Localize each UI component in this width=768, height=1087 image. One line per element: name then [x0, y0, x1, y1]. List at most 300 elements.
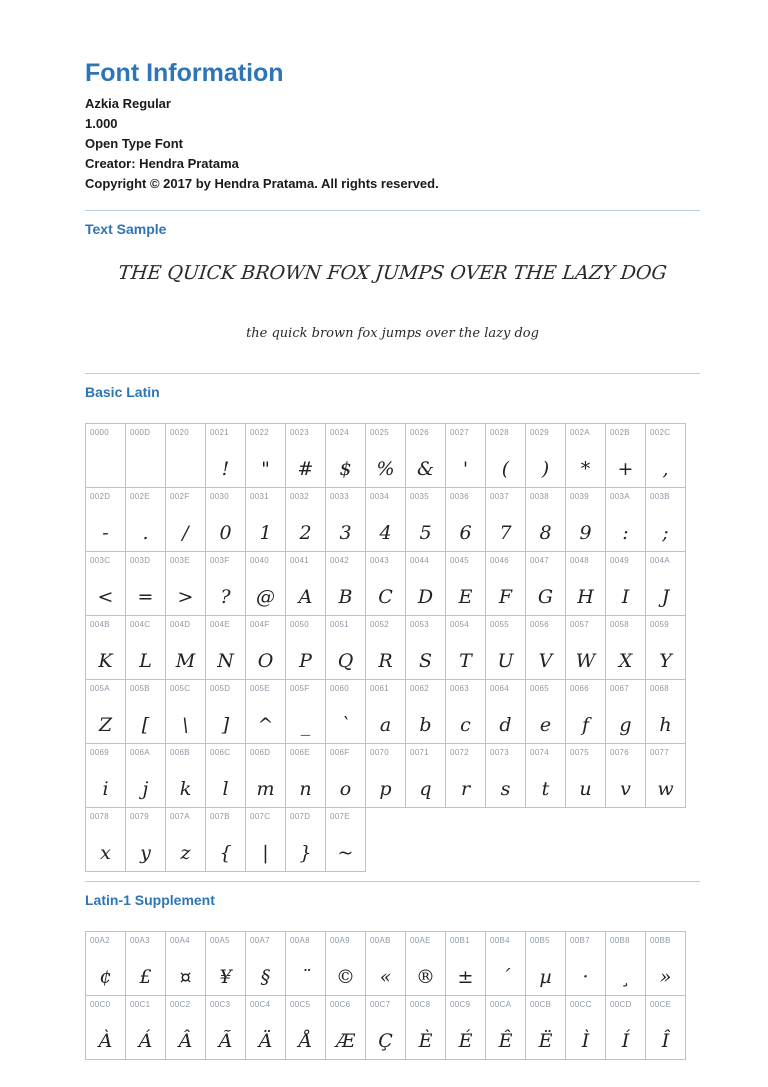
glyph: + — [617, 458, 634, 480]
glyph: b — [419, 714, 432, 736]
code-label: 0040 — [250, 556, 269, 565]
code-label: 0056 — [530, 620, 549, 629]
glyph-cell — [125, 423, 166, 488]
code-label: 0045 — [450, 556, 469, 565]
code-label: 0046 — [490, 556, 509, 565]
glyph-cell — [525, 679, 566, 744]
glyph-cell — [485, 743, 526, 808]
code-label: 0076 — [610, 748, 629, 757]
code-label: 0052 — [370, 620, 389, 629]
glyph-cell — [85, 931, 126, 996]
glyph-cell — [445, 995, 486, 1060]
glyph-cell — [85, 995, 126, 1060]
code-label: 0075 — [570, 748, 589, 757]
glyph: Z — [98, 714, 113, 736]
glyph: £ — [139, 966, 152, 988]
code-label: 00B1 — [450, 936, 470, 945]
glyph: { — [219, 842, 232, 864]
code-label: 0028 — [490, 428, 509, 437]
code-label: 00A3 — [130, 936, 150, 945]
code-label: 0059 — [650, 620, 669, 629]
glyph: À — [98, 1030, 113, 1052]
glyph-cell — [485, 995, 526, 1060]
glyph-cell — [325, 995, 366, 1060]
glyph-cell — [205, 995, 246, 1060]
code-label: 006E — [290, 748, 310, 757]
glyph: * — [580, 458, 591, 480]
glyph: ] — [221, 714, 230, 736]
code-label: 007D — [290, 812, 311, 821]
text-sample-lowercase: the quick brown fox jumps over the lazy dog — [246, 326, 539, 341]
glyph: Í — [621, 1030, 630, 1052]
code-label: 0067 — [610, 684, 629, 693]
glyph-cell — [125, 931, 166, 996]
code-label: 002B — [610, 428, 630, 437]
glyph-cell — [285, 931, 326, 996]
glyph-cell — [445, 931, 486, 996]
glyph-cell — [325, 615, 366, 680]
glyph-cell — [485, 931, 526, 996]
glyph-cell — [485, 423, 526, 488]
glyph: ' — [462, 458, 469, 480]
code-label: 00C8 — [410, 1000, 431, 1009]
glyph-cell — [445, 615, 486, 680]
glyph-cell — [245, 807, 286, 872]
glyph: Ë — [538, 1030, 553, 1052]
basic-latin-heading: Basic Latin — [85, 384, 160, 400]
code-label: 00CC — [570, 1000, 592, 1009]
code-label: 0029 — [530, 428, 549, 437]
glyph-cell — [325, 679, 366, 744]
glyph-cell — [85, 807, 126, 872]
glyph-cell — [125, 615, 166, 680]
code-label: 00A8 — [290, 936, 310, 945]
glyph-cell — [405, 931, 446, 996]
code-label: 0026 — [410, 428, 429, 437]
glyph-cell — [165, 995, 206, 1060]
glyph-cell — [205, 551, 246, 616]
code-label: 0000 — [90, 428, 109, 437]
glyph-cell — [565, 995, 606, 1060]
code-label: 0048 — [570, 556, 589, 565]
glyph-cell — [565, 423, 606, 488]
glyph-cell — [565, 551, 606, 616]
glyph: | — [262, 842, 269, 864]
glyph: [ — [141, 714, 150, 736]
glyph-cell — [125, 995, 166, 1060]
glyph-cell — [125, 487, 166, 552]
glyph: A — [298, 586, 313, 608]
code-label: 004F — [250, 620, 270, 629]
code-label: 005D — [210, 684, 231, 693]
code-label: 0061 — [370, 684, 389, 693]
code-label: 00A5 — [210, 936, 230, 945]
glyph: q — [419, 778, 432, 800]
glyph-cell — [405, 743, 446, 808]
section-divider — [85, 373, 700, 374]
glyph: Ì — [581, 1030, 590, 1052]
glyph: " — [261, 458, 270, 480]
glyph-cell — [85, 551, 126, 616]
code-label: 0033 — [330, 492, 349, 501]
code-label: 0057 — [570, 620, 589, 629]
glyph: . — [142, 522, 149, 544]
glyph: 1 — [259, 522, 272, 544]
glyph: 8 — [539, 522, 552, 544]
glyph-cell — [165, 487, 206, 552]
glyph: j — [142, 778, 149, 800]
code-label: 004A — [650, 556, 670, 565]
code-label: 00C1 — [130, 1000, 151, 1009]
glyph-cell — [325, 423, 366, 488]
glyph: K — [98, 650, 113, 672]
font-copyright: Copyright © 2017 by Hendra Pratama. All rights reserved. — [85, 176, 439, 191]
glyph-cell — [645, 995, 686, 1060]
glyph-cell — [125, 743, 166, 808]
code-label: 0027 — [450, 428, 469, 437]
glyph: ± — [457, 966, 474, 988]
code-label: 003C — [90, 556, 111, 565]
glyph: ? — [220, 586, 231, 608]
glyph-cell — [285, 679, 326, 744]
code-label: 00B5 — [530, 936, 550, 945]
glyph: O — [257, 650, 274, 672]
code-label: 003D — [130, 556, 151, 565]
glyph-cell — [245, 487, 286, 552]
glyph-cell — [205, 807, 246, 872]
glyph-cell — [525, 995, 566, 1060]
glyph: d — [499, 714, 512, 736]
glyph: Ê — [498, 1030, 513, 1052]
glyph: P — [299, 650, 312, 672]
glyph-cell — [445, 423, 486, 488]
code-label: 0073 — [490, 748, 509, 757]
glyph-cell — [285, 807, 326, 872]
glyph: } — [299, 842, 312, 864]
glyph: ( — [501, 458, 510, 480]
glyph: G — [537, 586, 554, 608]
glyph-row — [86, 680, 700, 744]
glyph-cell — [405, 615, 446, 680]
code-label: 00CD — [610, 1000, 632, 1009]
code-label: 0060 — [330, 684, 349, 693]
glyph-row — [86, 996, 700, 1060]
code-label: 0058 — [610, 620, 629, 629]
glyph: ¥ — [219, 966, 232, 988]
glyph: Ã — [218, 1030, 233, 1052]
code-label: 003F — [210, 556, 230, 565]
code-label: 003A — [610, 492, 630, 501]
glyph-cell — [565, 487, 606, 552]
code-label: 0055 — [490, 620, 509, 629]
glyph-cell — [325, 487, 366, 552]
glyph-cell — [125, 807, 166, 872]
glyph: Á — [138, 1030, 153, 1052]
glyph: - — [102, 522, 109, 544]
code-label: 003B — [650, 492, 670, 501]
glyph-cell — [565, 743, 606, 808]
glyph: ^ — [257, 714, 274, 736]
code-label: 007B — [210, 812, 230, 821]
code-label: 006F — [330, 748, 350, 757]
glyph: 4 — [379, 522, 392, 544]
glyph-cell — [645, 551, 686, 616]
glyph: k — [179, 778, 192, 800]
glyph-cell — [205, 615, 246, 680]
code-label: 002C — [650, 428, 671, 437]
glyph-cell — [605, 995, 646, 1060]
glyph-cell — [645, 743, 686, 808]
glyph: ` — [340, 714, 351, 736]
glyph-cell — [365, 423, 406, 488]
glyph: 0 — [219, 522, 232, 544]
glyph: y — [140, 842, 151, 864]
code-label: 005C — [170, 684, 191, 693]
glyph: o — [339, 778, 352, 800]
font-name: Azkia Regular — [85, 96, 171, 111]
glyph: n — [299, 778, 312, 800]
glyph: Ç — [378, 1030, 393, 1052]
glyph-cell — [485, 551, 526, 616]
glyph: v — [620, 778, 631, 800]
glyph-cell — [365, 551, 406, 616]
glyph-cell — [605, 551, 646, 616]
code-label: 00C9 — [450, 1000, 471, 1009]
code-label: 00A9 — [330, 936, 350, 945]
code-label: 00C4 — [250, 1000, 271, 1009]
glyph: H — [577, 586, 594, 608]
glyph: W — [575, 650, 596, 672]
glyph: t — [541, 778, 550, 800]
glyph-row — [86, 744, 700, 808]
glyph-cell — [85, 679, 126, 744]
glyph: l — [222, 778, 229, 800]
glyph: w — [657, 778, 674, 800]
code-label: 007A — [170, 812, 190, 821]
glyph-cell — [605, 615, 646, 680]
code-label: 0074 — [530, 748, 549, 757]
glyph-cell — [165, 807, 206, 872]
glyph-cell — [645, 487, 686, 552]
code-label: 0068 — [650, 684, 669, 693]
glyph: µ — [539, 966, 552, 988]
code-label: 0041 — [290, 556, 309, 565]
glyph: ¸ — [620, 966, 631, 988]
code-label: 002F — [170, 492, 190, 501]
glyph-cell — [85, 743, 126, 808]
glyph: % — [376, 458, 395, 480]
glyph-cell — [485, 487, 526, 552]
glyph: D — [417, 586, 434, 608]
glyph-cell — [285, 743, 326, 808]
code-label: 002A — [570, 428, 590, 437]
code-label: 004E — [210, 620, 230, 629]
glyph: Q — [337, 650, 354, 672]
glyph-cell — [445, 679, 486, 744]
code-label: 006D — [250, 748, 271, 757]
glyph-cell — [245, 743, 286, 808]
glyph-cell — [325, 807, 366, 872]
glyph: Â — [178, 1030, 193, 1052]
glyph: ) — [541, 458, 550, 480]
glyph: 5 — [419, 522, 432, 544]
glyph: M — [175, 650, 196, 672]
glyph: B — [338, 586, 353, 608]
glyph-cell — [285, 423, 326, 488]
font-creator: Creator: Hendra Pratama — [85, 156, 239, 171]
glyph-cell — [565, 615, 606, 680]
code-label: 00C5 — [290, 1000, 311, 1009]
code-label: 00CE — [650, 1000, 672, 1009]
glyph: » — [659, 966, 672, 988]
code-label: 0077 — [650, 748, 669, 757]
glyph-cell — [205, 743, 246, 808]
glyph: z — [180, 842, 191, 864]
glyph: « — [379, 966, 392, 988]
glyph: , — [662, 458, 669, 480]
code-label: 0072 — [450, 748, 469, 757]
glyph: u — [579, 778, 592, 800]
glyph: ¤ — [179, 966, 192, 988]
glyph-cell — [365, 995, 406, 1060]
glyph-cell — [285, 487, 326, 552]
glyph: \ — [182, 714, 189, 736]
code-label: 0069 — [90, 748, 109, 757]
glyph: Y — [659, 650, 672, 672]
glyph-cell — [565, 931, 606, 996]
glyph: ® — [416, 966, 435, 988]
code-label: 00AB — [370, 936, 391, 945]
code-label: 0020 — [170, 428, 189, 437]
glyph: F — [498, 586, 513, 608]
code-label: 0037 — [490, 492, 509, 501]
glyph-cell — [165, 679, 206, 744]
glyph: < — [97, 586, 114, 608]
code-label: 0036 — [450, 492, 469, 501]
glyph: p — [379, 778, 392, 800]
code-label: 002D — [90, 492, 111, 501]
page-title: Font Information — [85, 59, 284, 87]
glyph: ´ — [500, 966, 511, 988]
code-label: 0025 — [370, 428, 389, 437]
code-label: 00A4 — [170, 936, 190, 945]
glyph-cell — [445, 487, 486, 552]
glyph-cell — [165, 931, 206, 996]
glyph: L — [139, 650, 152, 672]
glyph-row — [86, 488, 700, 552]
section-divider — [85, 210, 700, 211]
glyph: g — [619, 714, 632, 736]
code-label: 005B — [130, 684, 150, 693]
code-label: 00A2 — [90, 936, 110, 945]
glyph: : — [622, 522, 629, 544]
glyph: I — [621, 586, 630, 608]
code-label: 0065 — [530, 684, 549, 693]
code-label: 00CA — [490, 1000, 512, 1009]
glyph-row — [86, 552, 700, 616]
code-label: 0035 — [410, 492, 429, 501]
code-label: 00B8 — [610, 936, 630, 945]
code-label: 0079 — [130, 812, 149, 821]
glyph: ¢ — [99, 966, 112, 988]
glyph-cell — [485, 615, 526, 680]
glyph-cell — [405, 679, 446, 744]
code-label: 006B — [170, 748, 190, 757]
glyph: Ä — [258, 1030, 273, 1052]
glyph: @ — [256, 586, 275, 608]
glyph-cell — [525, 487, 566, 552]
glyph: J — [661, 586, 670, 608]
glyph-cell — [525, 743, 566, 808]
code-label: 005E — [250, 684, 270, 693]
glyph: f — [581, 714, 590, 736]
code-label: 004C — [130, 620, 151, 629]
glyph-cell — [85, 423, 126, 488]
code-label: 00C6 — [330, 1000, 351, 1009]
glyph: e — [539, 714, 552, 736]
code-label: 004B — [90, 620, 110, 629]
glyph-cell — [405, 551, 446, 616]
code-label: 004D — [170, 620, 191, 629]
code-label: 0030 — [210, 492, 229, 501]
glyph-cell — [405, 487, 446, 552]
glyph-cell — [485, 679, 526, 744]
code-label: 007C — [250, 812, 271, 821]
code-label: 00BB — [650, 936, 671, 945]
glyph-cell — [245, 931, 286, 996]
code-label: 0044 — [410, 556, 429, 565]
glyph-cell — [85, 615, 126, 680]
glyph: Æ — [335, 1030, 356, 1052]
glyph: _ — [300, 714, 311, 736]
glyph: m — [256, 778, 275, 800]
code-label: 0049 — [610, 556, 629, 565]
glyph: a — [379, 714, 392, 736]
glyph-cell — [245, 679, 286, 744]
glyph-cell — [605, 679, 646, 744]
glyph: 2 — [299, 522, 312, 544]
code-label: 0063 — [450, 684, 469, 693]
code-label: 00A7 — [250, 936, 270, 945]
code-label: 0066 — [570, 684, 589, 693]
glyph: N — [217, 650, 234, 672]
glyph-cell — [245, 551, 286, 616]
glyph-cell — [525, 423, 566, 488]
glyph-row — [86, 932, 700, 996]
code-label: 0078 — [90, 812, 109, 821]
glyph-cell — [285, 615, 326, 680]
glyph: ¨ — [300, 966, 311, 988]
code-label: 00C3 — [210, 1000, 231, 1009]
glyph-cell — [245, 995, 286, 1060]
glyph-cell — [445, 743, 486, 808]
glyph-cell — [325, 931, 366, 996]
glyph: Å — [298, 1030, 313, 1052]
section-divider — [85, 881, 700, 882]
glyph-cell — [645, 931, 686, 996]
latin1-supplement-heading: Latin-1 Supplement — [85, 892, 215, 908]
glyph-row — [86, 424, 700, 488]
glyph-cell — [165, 423, 206, 488]
glyph: T — [459, 650, 472, 672]
glyph-cell — [565, 679, 606, 744]
code-label: 005A — [90, 684, 110, 693]
glyph: 6 — [459, 522, 472, 544]
basic-latin-table — [85, 423, 700, 872]
glyph-cell — [605, 487, 646, 552]
code-label: 0070 — [370, 748, 389, 757]
glyph-cell — [605, 931, 646, 996]
